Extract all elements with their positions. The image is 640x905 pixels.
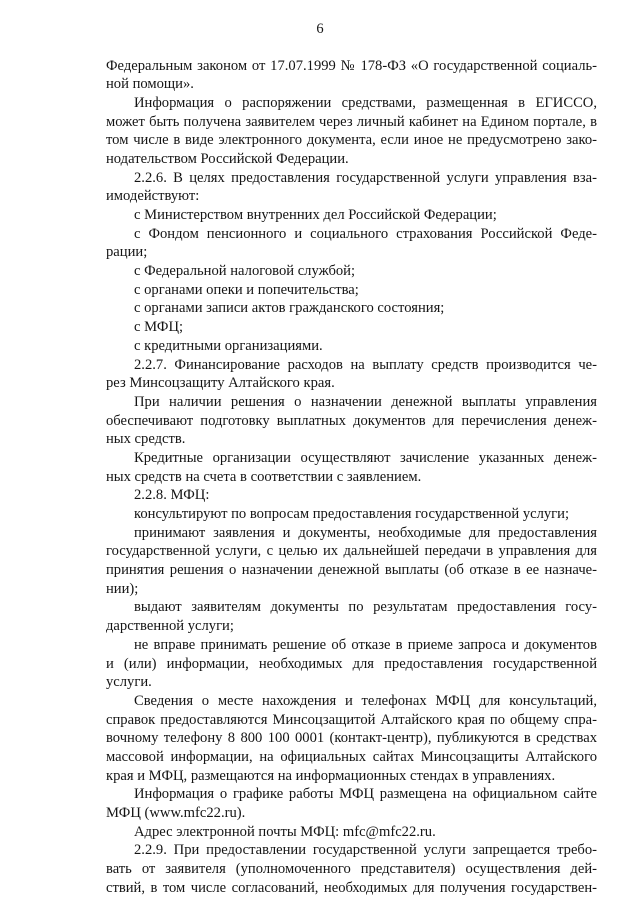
text-line: с Федеральной налоговой службой; [134, 263, 356, 280]
text-line: с органами опеки и попечительства; [134, 281, 359, 298]
text-line: имодействуют: [106, 188, 200, 205]
text-line: Информация о графике работы МФЦ размещена на официальном сайте [134, 786, 597, 803]
text-line: услуги. [106, 674, 152, 691]
text-line: обеспечивают подготовку выплатных документов для перечисления денеж- [106, 412, 597, 429]
text-line: с органами записи актов гражданского состояния; [134, 300, 445, 317]
text-line: вочному телефону 8 800 100 0001 (контакт-центр), публикуются в средствах [106, 730, 597, 747]
text-line: Кредитные организации осуществляют зачисление указанных денеж- [134, 449, 597, 466]
text-line: может быть получена заявителем через личный кабинет на Едином портале, в [106, 113, 597, 130]
text-line: и (или) информации, необходимых для предоставления государственной [106, 655, 597, 672]
text-line: Сведения о месте нахождения и телефонах МФЦ для консультаций, [134, 692, 597, 709]
text-line: 2.2.8. МФЦ: [134, 487, 210, 504]
text-line: При наличии решения о назначении денежной выплаты управления [134, 393, 597, 410]
text-line: принимают заявления и документы, необходимые для предоставления [134, 524, 597, 541]
text-line: с Министерством внутренних дел Российской Федерации; [134, 207, 497, 223]
text-line: консультируют по вопросам предоставления государственной услуги; [134, 506, 570, 522]
text-line: не вправе принимать решение об отказе в приеме запроса и документов [134, 636, 597, 653]
text-line: 2.2.9. При предоставлении государственной услуги запрещается требо- [134, 842, 597, 859]
text-line: нии); [106, 580, 139, 597]
text-line: выдают заявителям документы по результатам предоставления госу- [134, 599, 597, 616]
text-line: рации; [106, 244, 148, 261]
text-line: Адрес электронной почты МФЦ: mfc@mfc22.ru. [134, 823, 436, 840]
text-line: Федеральным законом от 17.07.1999 № 178-ФЗ «О государственной социаль- [106, 57, 597, 74]
text-line: государственной услуги, с целью их дальнейшей передачи в управления для [106, 543, 597, 560]
text-line: Информация о распоряжении средствами, размещенная в ЕГИССО, [134, 94, 597, 111]
text-line: МФЦ (www.mfc22.ru). [106, 805, 246, 821]
text-line: края и МФЦ, размещаются на информационных стендах в управлениях. [106, 767, 556, 784]
text-line: с кредитными организациями. [134, 337, 323, 354]
page-number: 6 [316, 21, 324, 37]
text-line: справок предоставляются Минсоцзащитой Алтайского края по общему спра- [106, 711, 597, 728]
text-line: ных средств на счета в соответствии с заявлением. [106, 468, 422, 485]
text-line: ствий, в том числе согласований, необходимых для получения государствен- [106, 879, 597, 896]
text-line: массовой информации, на официальных сайтах Минсоцзащиты Алтайского [106, 748, 597, 765]
document-body [106, 57, 597, 898]
text-line: ных средств. [106, 431, 186, 448]
text-line: вать от заявителя (уполномоченного представителя) осуществления дей- [106, 861, 597, 878]
text-line: дарственной услуги; [106, 618, 234, 635]
text-line: с Фондом пенсионного и социального страхования Российской Феде- [134, 225, 597, 242]
text-line: рез Минсоцзащиту Алтайского края. [106, 375, 335, 392]
text-line: ной помощи». [106, 76, 194, 93]
text-line: том числе в виде электронного документа, если иное не предусмотрено зако- [106, 132, 597, 149]
text-line: 2.2.6. В целях предоставления государственной услуги управления вза- [134, 169, 597, 186]
text-line: нодательством Российской Федерации. [106, 150, 349, 167]
text-line: принятия решения о назначении денежной выплаты (об отказе в ее назначе- [106, 562, 597, 579]
text-line: 2.2.7. Финансирование расходов на выплату средств производится че- [134, 356, 597, 373]
text-line: с МФЦ; [134, 319, 184, 336]
